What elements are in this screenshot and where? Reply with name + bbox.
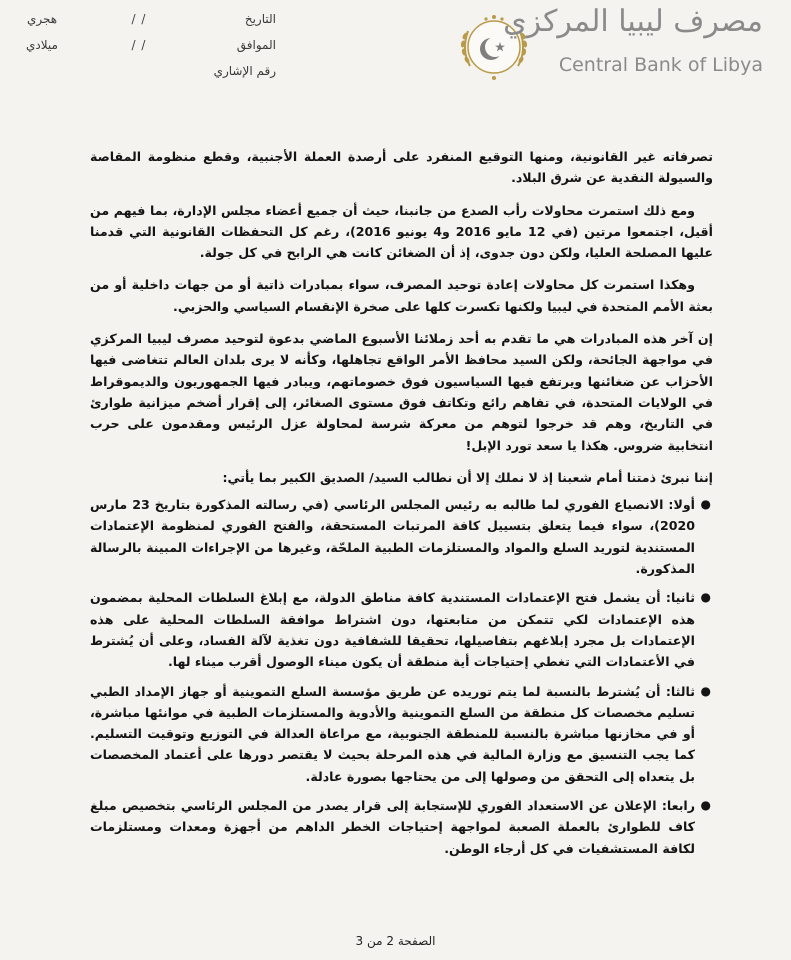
- list-item: [90, 587, 711, 672]
- list-item-text: رابعا: الإعلان عن الاستعداد الفوري للإستجابة إلى قرار يصدر من المجلس الرئاسي بتخصيص مبلغ كاف للطوارئ بالعملة الصعبة لمواجهة إحتياجات الخطر الداهم من أجهزة ومعدات ومستلزمات لكافة المستشفيات في كل أرجاء الوطن.: [90, 798, 695, 856]
- bullet-icon: ●: [700, 590, 711, 605]
- bank-name-arabic: مصرف ليبيا المركزي: [503, 4, 763, 39]
- page-number: الصفحة 2 من 3: [355, 934, 436, 948]
- corresponding-label: الموافق: [236, 38, 276, 52]
- gregorian-label: ميلادي: [26, 38, 58, 52]
- paragraph: إن آخر هذه المبادرات هي ما تقدم به أحد زملائنا الأسبوع الماضي بدعوة لتوحيد مصرف ليبيا المركزي في مواجهة الجائحة، ولكن السيد محافظ الأمر الواقع تجاهلها، وكأنه لا يرى بلدان العالم تتغاضى فيها الأحزاب عن ضغائنها ويرتفع فيها السياسيون فوق خصوماتهم، ويبادر فيها الجمهوريون والديموقراط في الولايات المتحدة، في تفاهم رائع وتكاتف فوق مستوى الصغائر، إلى إقرار أضخم ميزانية طوارئ في التاريخ، وهم قد خرجوا لتوهم من معركة شرسة لمحاولة عزل الرئيس ومقدمون على حرب انتخابية ضروس. هكذا يا سعد تورد الإبل!: [90, 331, 713, 453]
- date-hijri-row: [16, 6, 276, 32]
- list-item-text: أولا: الانصياع الفوري لما طالبه به رئيس المجلس الرئاسي (في رسالته المذكورة بتاريخ 23 مارس 2020)، سواء فيما يتعلق بتسييل كافة المرتبات المستحقة، والفتح الفوري لمنظومة الإعتمادات المستندية لتوريد السلع والمواد والمستلزمات الطبية الملحّة، وغيرها من الإجراءات المبينة بالرسالة المذكورة.: [90, 497, 695, 577]
- date-label: التاريخ: [244, 12, 276, 26]
- list-item: [90, 494, 711, 579]
- paragraph: إننا نبرئ ذمتنا أمام شعبنا إذ لا نملك إلا أن نطالب السيد/ الصديق الكبير بما يأتي:: [222, 469, 713, 485]
- list-item-text: ثالثا: أن يُشترط بالنسبة لما يتم توريده عن طريق مؤسسة السلع التموينية أو جهاز الإمداد الطبي تسليم مخصصات كل منطقة من السلع التموينية والأدوية والمستلزمات الطبية في موانئها مباشرة، أو في مخازنها مباشرة بالنسبة للمنطقة الجنوبية، مع مراعاة العدالة في التوزيع وتوقيت التسليم. كما يجب التنسيق مع وزارة المالية في هذه المرحلة بحيث لا يقتصر دورها على أعتماد المخصصات بل يتعداه إلى التحقق من وصولها إلى من يحتاجها بصورة عادلة.: [90, 683, 695, 784]
- bullet-icon: ●: [700, 683, 711, 698]
- list-item: [90, 681, 711, 787]
- bank-name-english: Central Bank of Libya: [558, 54, 763, 76]
- bank-logo: [453, 0, 763, 100]
- hijri-label: هجري: [26, 12, 58, 26]
- letter-body: [90, 146, 713, 867]
- reference-number-label: رقم الإشاري: [213, 64, 276, 78]
- paragraph: وهكذا استمرت كل محاولات إعادة توحيد المصرف، سواء بمبادرات ذاتية أو من جهات داخلية أو من بعثة الأمم المتحدة في ليبيا ولكنها تكسرت كلها على صخرة الإنقسام السياسي والحزبي.: [90, 277, 713, 314]
- reference-row: [16, 58, 276, 84]
- list-item: [90, 795, 711, 859]
- demands-list: [90, 494, 713, 859]
- bullet-icon: ●: [700, 798, 711, 813]
- date-slashes: / /: [131, 12, 147, 26]
- bullet-icon: ●: [700, 497, 711, 512]
- date-gregorian-row: [16, 32, 276, 58]
- list-item-text: ثانيا: أن يشمل فتح الإعتمادات المستندية كافة مناطق الدولة، مع إبلاغ السلطات المحلية بمضمون هذه الإعتمادات لكي تتمكن من متابعتها، دون اشتراط موافقة السلطات المحلية على هذه الإعتمادات بل مجرد إبلاغهم بتفاصيلها، تحقيقا للشفافية دون تغذية لآلة الفساد، وعلى أن يُشترط في الأعتمادات التي تغطي إحتياجات أية منطقة أن يكون ميناء الوصول أقرب ميناء لها.: [90, 590, 695, 670]
- gregorian-slashes: / /: [131, 38, 147, 52]
- reference-fields: [16, 6, 276, 84]
- paragraph: ومع ذلك استمرت محاولات رأب الصدع من جانبنا، حيث أن جميع أعضاء مجلس الإدارة، بما فيهم من أقيل، اجتمعوا مرتين (في 12 مايو 2016 و4 يونيو 2016)، رغم كل التحفظات القانونية التي قدمنا عليها المصلحة العليا، ولكن دون جدوى، إذ أن الضغائن كانت هي الرابح في كل جولة.: [90, 202, 713, 261]
- paragraph: تصرفاته غير القانونية، ومنها التوقيع المنفرد على أرصدة العملة الأجنبية، وقطع منظومة المقاصة والسيولة النقدية عن شرق البلاد.: [90, 149, 713, 186]
